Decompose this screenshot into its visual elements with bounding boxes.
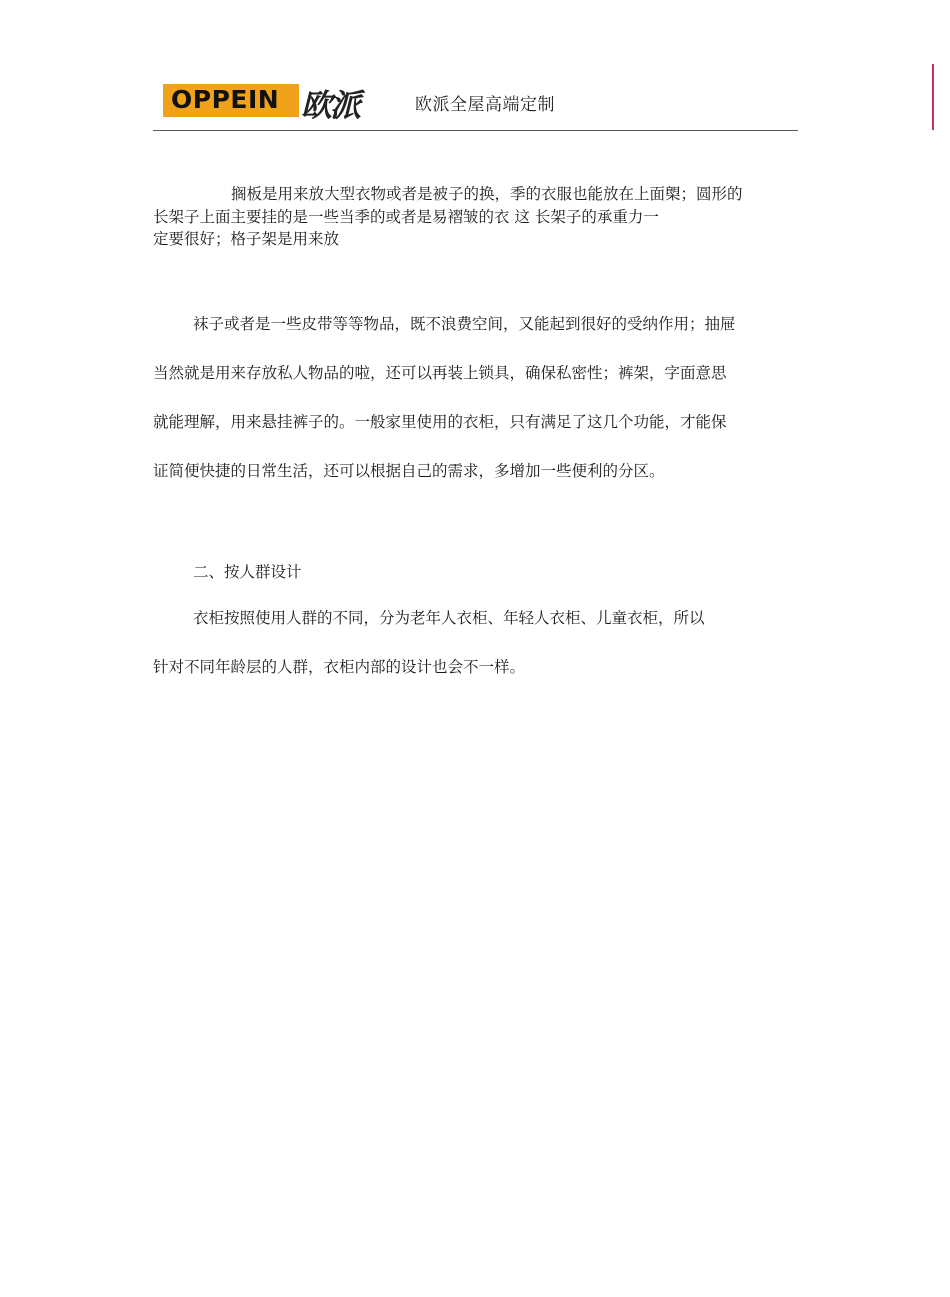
paragraph-line-clipped: 长架子上面主要挂的是一些当季的或者是易褶皱的衣 这 长架子的承重力一 [153, 208, 659, 226]
paragraph-line: 袜子或者是一些皮带等等物品，既不浪费空间，又能起到很好的受纳作用；抽屉 [193, 315, 736, 333]
paragraph-line: 证简便快捷的日常生活，还可以根据自己的需求，多增加一些便利的分区。 [153, 462, 665, 480]
section-by-user-group [153, 560, 803, 690]
page-edge-mark [932, 64, 934, 130]
section-heading: 二、按人群设计 [193, 563, 302, 581]
paragraph-storage [153, 312, 803, 482]
header-divider [153, 130, 798, 131]
paragraph-line: 衣柜按照使用人群的不同，分为老年人衣柜、年轻人衣柜、儿童衣柜，所以 [193, 609, 705, 627]
paragraph-line: 就能理解，用来悬挂裤子的。一般家里使用的衣柜，只有满足了这几个功能，才能保 [153, 413, 727, 431]
paragraph-line: 当然就是用来存放私人物品的啦，还可以再装上锁具，确保私密性；裤架，字面意思 [153, 364, 727, 382]
paragraph-line: 定要很好；格子架是用来放 [153, 230, 340, 248]
oppein-logo [163, 84, 299, 117]
paragraph-line: 搁板是用来放大型衣物或者是被子的换，季的衣服也能放在上面㮾；圆形的 [231, 185, 743, 203]
logo-wordmark: OPPEIN [171, 85, 280, 114]
header-tagline: 欧派全屋高端定制 [415, 95, 555, 115]
paragraph-line: 针对不同年龄层的人群，衣柜内部的设计也会不一样。 [153, 658, 526, 676]
paragraph-shelves [153, 182, 803, 252]
logo-chinese-mark: 欧派 [301, 88, 359, 124]
page-header [153, 78, 798, 132]
